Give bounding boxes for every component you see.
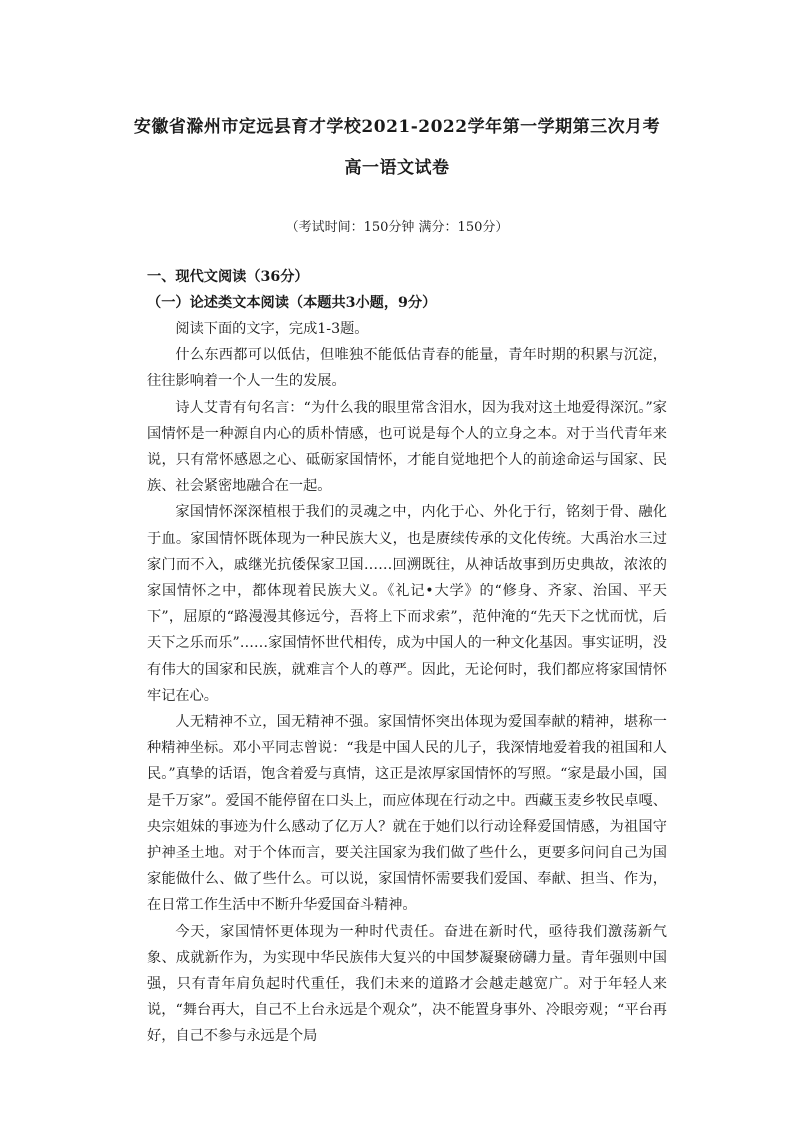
section-heading [147, 264, 667, 290]
section-heading-text: 一、现代文阅读（36分） [147, 269, 309, 285]
passage-paragraph: 今天，家国情怀更体现为一种时代责任。奋进在新时代，亟待我们激荡新气象、成就新作为，为实现中华民族伟大复兴的中国梦凝聚磅礴力量。青年强则中国强，只有青年肩负起时代重任，我们未来的道路才会越走越宽广。对于年轻人来说，“舞台再大，自己不上台永远是个观众”，决不能置身事外、冷眼旁观；“平台再好，自己不参与永远是个局 [147, 923, 667, 1045]
passage-paragraph: 家国情怀深深植根于我们的灵魂之中，内化于心、外化于行，铭刻于骨、融化于血。家国情怀既体现为一种民族大义，也是赓续传承的文化传统。大禹治水三过家门而不入，戚继光抗倭保家卫国……回溯既往，从神话故事到历史典故，浓浓的家国情怀之中，都体现着民族大义。《礼记•大学》的“修身、齐家、治国、平天下”，屈原的“路漫漫其修远兮，吾将上下而求索”，范仲淹的“先天下之忧而忧，后天下之乐而乐”……家国情怀世代相传，成为中国人的一种文化基因。事实证明，没有伟大的国家和民族，就难言个人的尊严。因此，无论何时，我们都应将家国情怀牢记在心。 [147, 504, 667, 704]
exam-subtitle: 高一语文试卷 [344, 158, 450, 178]
passage-paragraph: 人无精神不立，国无精神不强。家国情怀突出体现为爱国奉献的精神，堪称一种精神坐标。邓小平同志曾说：“我是中国人民的儿子，我深情地爱着我的祖国和人民。”真挚的话语，饱含着爱与真情，这正是浓厚家国情怀的写照。“家是最小国，国是千万家”。爱国不能停留在口头上，而应体现在行动之中。西藏玉麦乡牧民卓嘎、央宗姐妹的事迹为什么感动了亿万人？就在于她们以行动诠释爱国情感，为祖国守护神圣土地。对于个体而言，要关注国家为我们做了些什么，更要多问问自己为国家能做什么、做了些什么。可以说，家国情怀需要我们爱国、奉献、担当、作为，在日常工作生活中不断升华爱国奋斗精神。 [147, 714, 667, 914]
subsection-heading-text: （一）论述类文本阅读（本题共3小题，9分） [147, 295, 437, 311]
instruction-paragraph: 阅读下面的文字，完成1-3题。 [175, 321, 369, 337]
passage-paragraph: 诗人艾青有句名言：“为什么我的眼里常含泪水，因为我对这土地爱得深沉。”家国情怀是一种源自内心的质朴情感，也可说是每个人的立身之本。对于当代青年来说，只有常怀感恩之心、砥砺家国情怀，才能自觉地把个人的前途命运与国家、民族、社会紧密地融合在一起。 [147, 399, 667, 495]
reading-passage [147, 316, 667, 1050]
passage-paragraph: 什么东西都可以低估，但唯独不能低估青春的能量，青年时期的积累与沉淀，往往影响着一个人一生的发展。 [147, 347, 667, 390]
exam-info: （考试时间：150分钟 满分：150分） [285, 220, 509, 235]
subsection-heading [147, 290, 667, 316]
exam-title: 安徽省滁州市定远县育才学校2021-2022学年第一学期第三次月考 [133, 117, 661, 137]
